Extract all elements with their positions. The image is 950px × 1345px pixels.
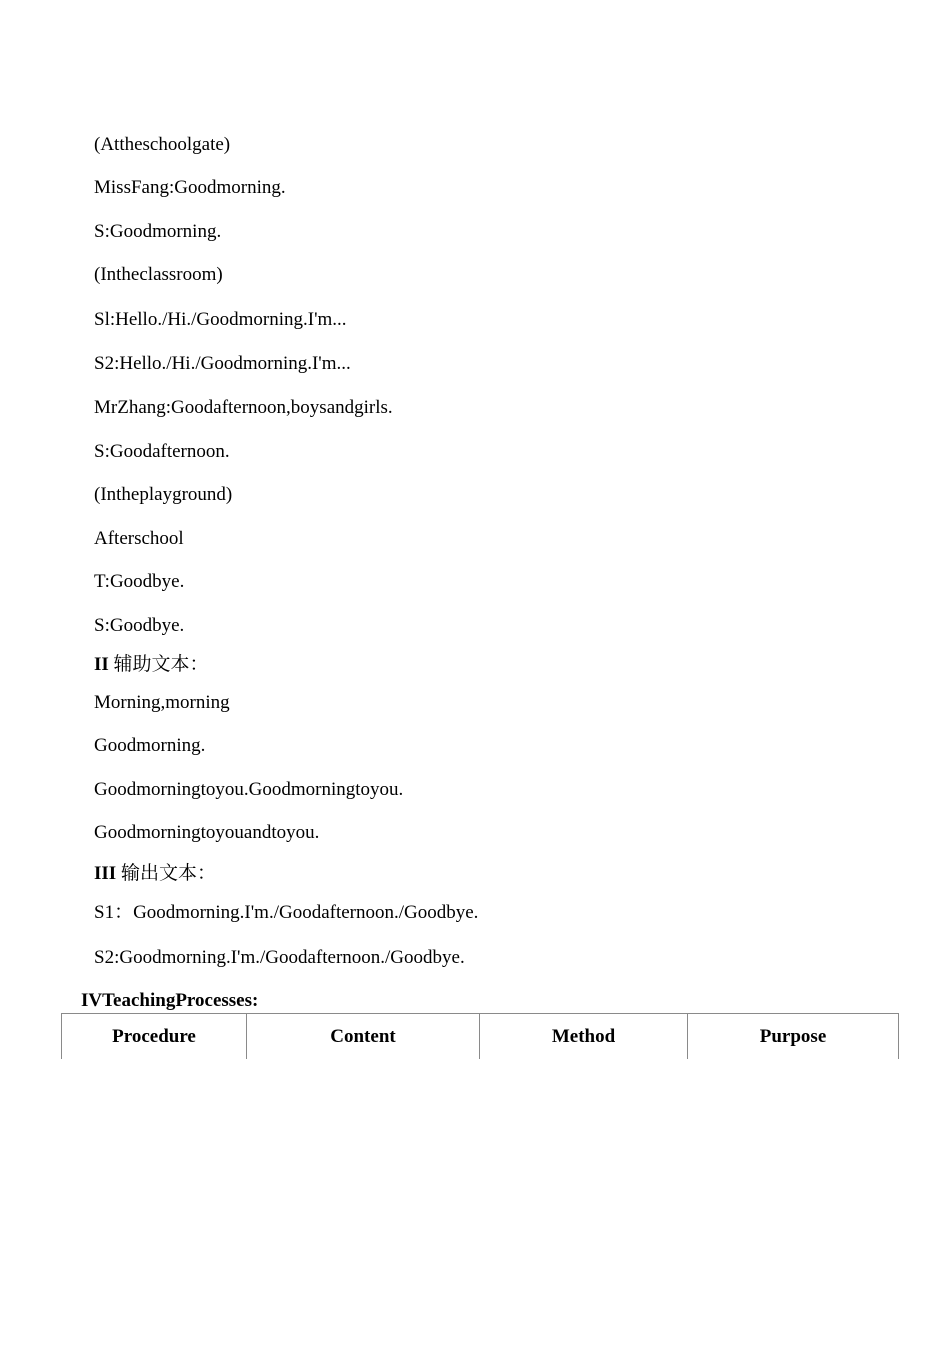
section-heading-auxiliary <box>94 653 209 677</box>
teaching-processes-table <box>61 1013 899 1059</box>
dialogue-line: S:Goodafternoon. <box>94 441 230 462</box>
dialogue-line: MissFang:Goodmorning. <box>94 177 286 198</box>
dialogue-line: (Attheschoolgate) <box>94 134 231 155</box>
dialogue-line: Afterschool <box>94 528 184 549</box>
dialogue-line: MrZhang:Goodafternoon,boysandgirls. <box>94 397 393 418</box>
column-header-procedure: Procedure <box>62 1014 247 1060</box>
section-title: 输出文本： <box>120 863 216 884</box>
column-header-method: Method <box>480 1014 688 1060</box>
teaching-processes-title: IVTeachingProcesses: <box>81 990 259 1011</box>
auxiliary-line: Goodmorningtoyouandtoyou. <box>94 822 320 843</box>
column-header-content: Content <box>247 1014 480 1060</box>
section-title: 辅助文本： <box>113 654 209 675</box>
section-number: II <box>94 654 109 675</box>
dialogue-line: Sl:Hello./Hi./Goodmorning.I'm... <box>94 309 347 330</box>
dialogue-line: S:Goodbye. <box>94 615 185 636</box>
column-header-purpose: Purpose <box>688 1014 899 1060</box>
dialogue-line: S2:Hello./Hi./Goodmorning.I'm... <box>94 353 351 374</box>
section-heading-output <box>94 862 216 886</box>
auxiliary-line: Goodmorning. <box>94 735 206 756</box>
table-header-row <box>62 1014 899 1060</box>
output-line: S1：Goodmorning.I'm./Goodafternoon./Goodbye. <box>94 902 479 923</box>
auxiliary-line: Goodmorningtoyou.Goodmorningtoyou. <box>94 779 404 800</box>
auxiliary-line: Morning,morning <box>94 692 230 713</box>
dialogue-line: (Intheplayground) <box>94 484 233 505</box>
dialogue-line: T:Goodbye. <box>94 571 185 592</box>
dialogue-line: (Intheclassroom) <box>94 264 223 285</box>
dialogue-line: S:Goodmorning. <box>94 221 222 242</box>
section-number: III <box>94 863 117 884</box>
output-line: S2:Goodmorning.I'm./Goodafternoon./Goodbye. <box>94 947 465 968</box>
